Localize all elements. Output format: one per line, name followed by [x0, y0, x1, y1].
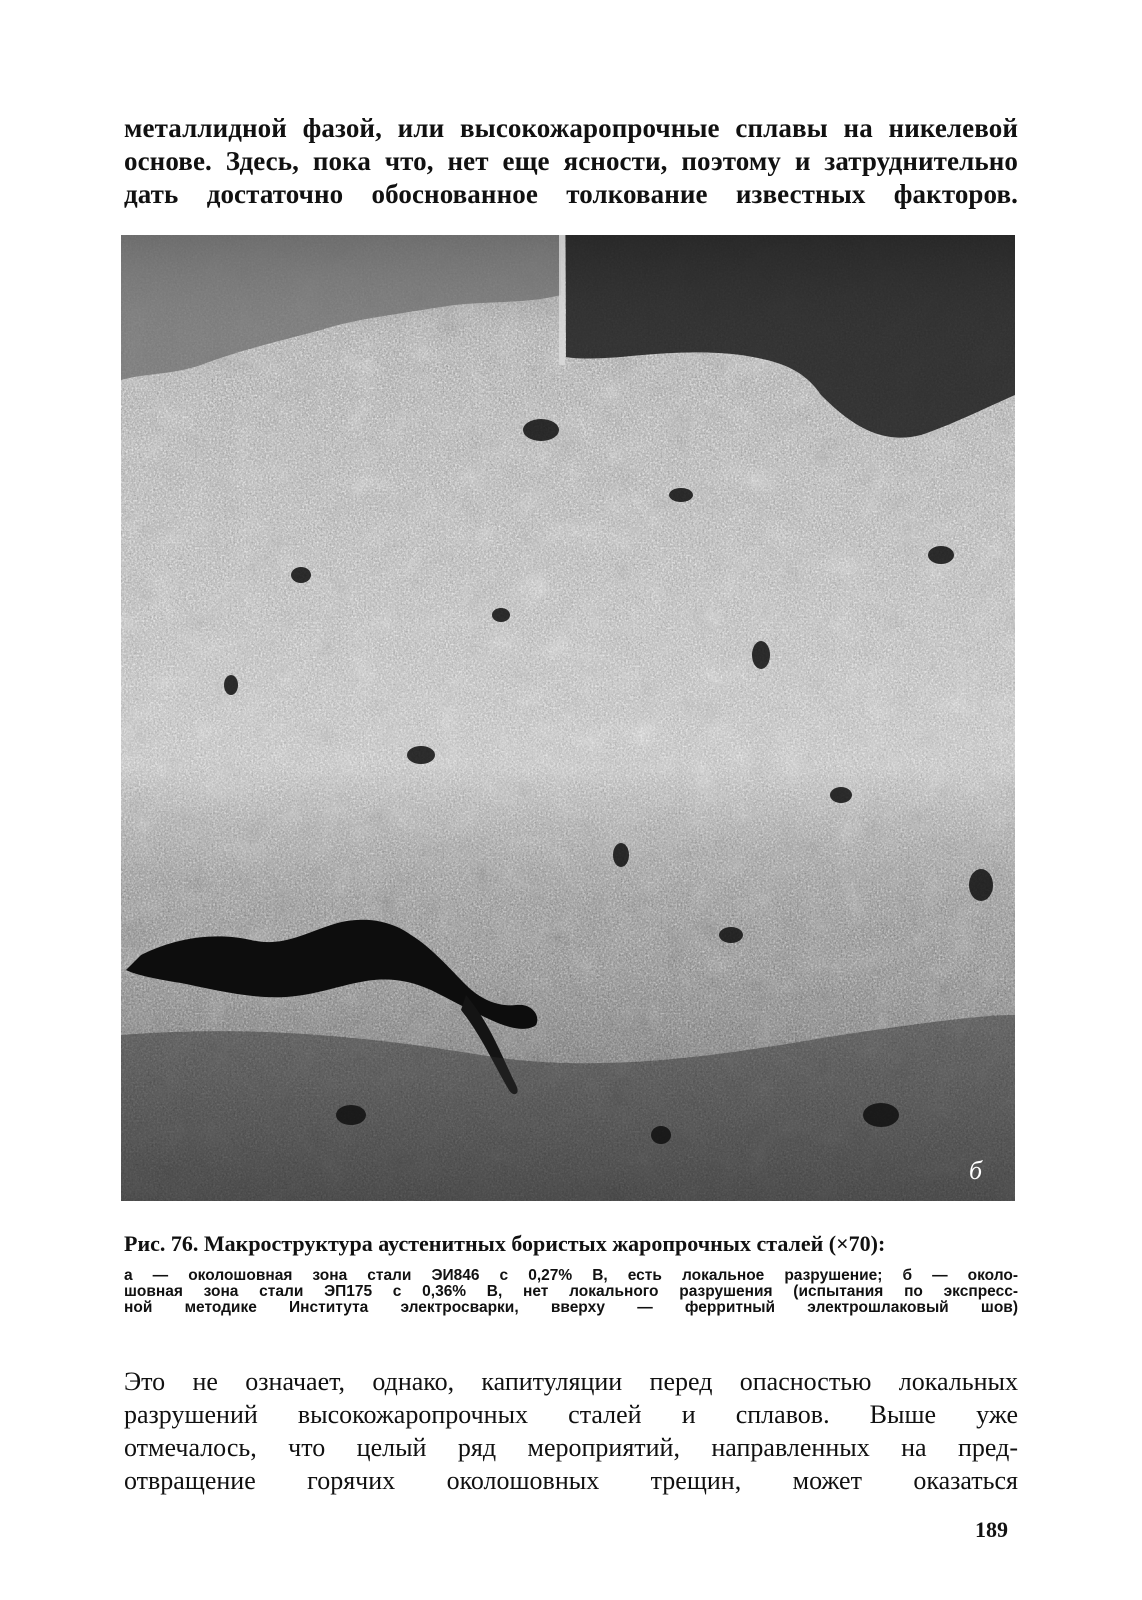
precipitate — [224, 675, 238, 695]
panel-seam — [559, 235, 565, 365]
micrograph-figure — [121, 235, 1015, 1201]
page-number: 189 — [975, 1517, 1008, 1542]
bottom-paragraph — [124, 1365, 1018, 1497]
bottom-paragraph-line-2: разрушений высокожаропрочных сталей и сплавов. Выше уже — [124, 1400, 1018, 1429]
panel-label: б — [969, 1156, 983, 1185]
figure-caption-body — [124, 1268, 1018, 1316]
precipitate — [336, 1105, 366, 1125]
caption-line-2: шовная зона стали ЭП175 с 0,36% В, нет локального разрушения (испытания по экспресс- — [124, 1283, 1018, 1300]
bottom-paragraph-line-4: отвращение горячих околошовных трещин, может оказаться — [124, 1466, 1018, 1495]
top-paragraph-line-3: дать достаточно обоснованное толкование известных факторов. — [124, 179, 1018, 209]
precipitate — [863, 1103, 899, 1127]
top-paragraph — [124, 112, 1018, 211]
top-paragraph-line-1: металлидной фазой, или высокожаропрочные сплавы на никелевой — [124, 113, 1018, 143]
precipitate — [928, 546, 954, 564]
caption-line-1: а — околошовная зона стали ЭИ846 с 0,27% В, есть локальное разрушение; б — около- — [124, 1267, 1018, 1284]
caption-line-3: ной методике Института электросварки, вверху — ферритный электрошлаковый шов) — [124, 1299, 1018, 1316]
precipitate — [719, 927, 743, 943]
micrograph-image — [121, 235, 1015, 1201]
top-paragraph-line-2: основе. Здесь, пока что, нет еще ясности, поэтому и затруднительно — [124, 146, 1018, 176]
precipitate — [969, 869, 993, 901]
precipitate — [291, 567, 311, 583]
bottom-paragraph-line-3: отмечалось, что целый ряд мероприятий, направленных на пред- — [124, 1433, 1018, 1462]
precipitate — [651, 1126, 671, 1144]
precipitate — [669, 488, 693, 502]
precipitate — [752, 641, 770, 669]
precipitate — [830, 787, 852, 803]
precipitate — [523, 419, 559, 441]
precipitate — [492, 608, 510, 622]
precipitate — [613, 843, 629, 867]
precipitate — [407, 746, 435, 764]
figure-caption-title: Рис. 76. Макроструктура аустенитных бористых жаропрочных сталей (×70): — [124, 1231, 886, 1256]
bottom-paragraph-line-1: Это не означает, однако, капитуляции перед опасностью локальных — [124, 1367, 1018, 1396]
